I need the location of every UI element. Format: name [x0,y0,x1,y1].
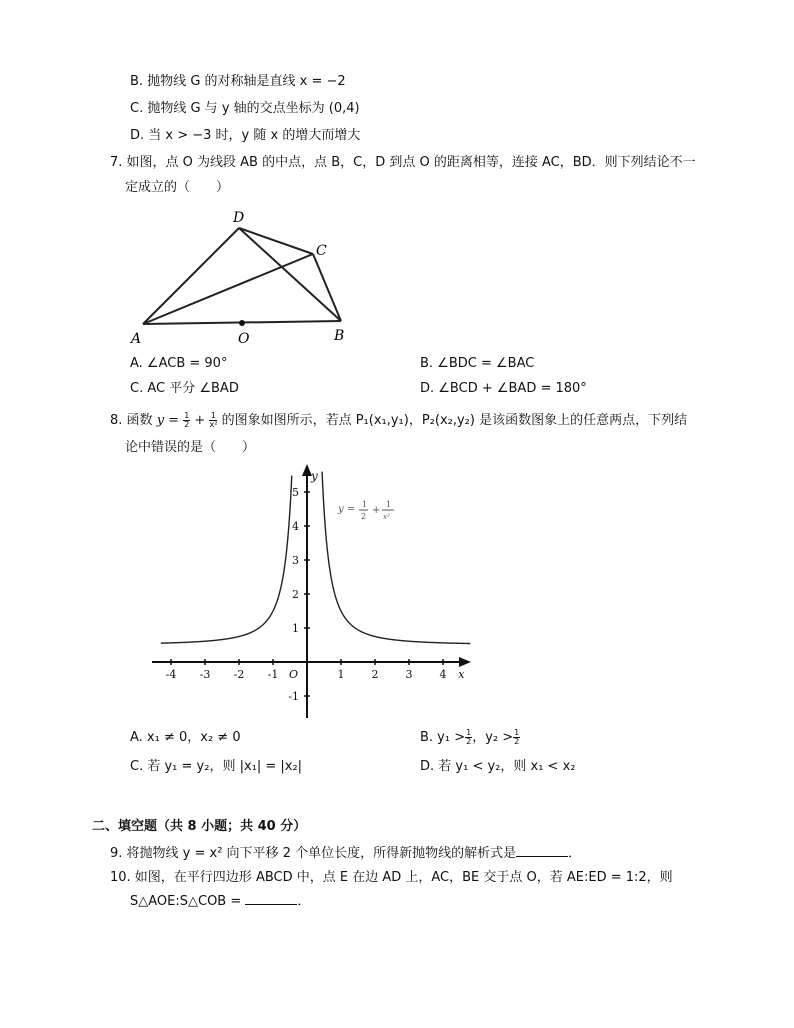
y-tick-label: -1 [288,690,299,703]
q10-answer-blank[interactable] [245,892,297,905]
q8-function-graph [148,462,473,722]
q7-stem-line1: 7. 如图，点 O 为线段 AB 的中点，点 B，C，D 到点 O 的距离相等，连接 AC，BD．则下列结论不一 [110,155,696,170]
q8-stem-line2: 论中错误的是（ ） [125,440,256,455]
q7-option-b: B. ∠BDC = ∠BAC [420,356,535,371]
segment-ad [143,228,239,324]
origin-label: O [289,668,299,681]
q7-option-c: C. AC 平分 ∠BAD [130,381,239,396]
x-tick-label: 1 [337,668,345,681]
q8-option-d: D. 若 y₁ < y₂，则 x₁ < x₂ [420,759,576,774]
segment-ac [143,254,313,324]
q9-stem: 9. 将抛物线 y = x² 向下平移 2 个单位长度，所得新抛物线的解析式是 ． [110,846,582,861]
y-tick-label: 3 [292,554,299,567]
q8-option-a: A. x₁ ≠ 0，x₂ ≠ 0 [130,730,241,745]
svg-text:x²: x² [383,513,390,521]
q7-stem-line2: 定成立的（ ） [125,180,230,195]
q10-stem-line1: 10. 如图，在平行四边形 ABCD 中，点 E 在边 AD 上，AC，BE 交于点 O，若 AE:ED = 1:2，则 [110,870,673,885]
x-tick-label: -1 [267,668,279,681]
x-axis-label: x [458,668,465,681]
q8-function-y: y = [156,413,184,428]
segment-dc [239,228,313,254]
svg-text:1: 1 [362,500,368,509]
x-tick-label: 2 [371,668,379,681]
y-tick-label: 2 [292,588,299,601]
section-2-title: 二、填空题（共 8 小题；共 40 分） [92,819,307,834]
q6-option-d: D. 当 x > −3 时，y 随 x 的增大而增大 [130,128,361,143]
q9-answer-blank[interactable] [516,844,568,857]
q7-option-d: D. ∠BCD + ∠BAD = 180° [420,381,587,396]
q8-option-b: B. y₁ > $\frac{1}{2}$ ，y₂ > $\frac{1}{2}$ [420,728,520,746]
svg-text:2: 2 [361,512,367,521]
q7-option-a: A. ∠ACB = 90° [130,356,228,371]
y-axis-label: y [311,469,318,483]
q8-stem-prefix: 8. 函数 [110,413,153,428]
q8-option-c: C. 若 y₁ = y₂，则 |x₁| = |x₂| [130,759,303,774]
x-tick-label: 4 [439,668,447,681]
y-tick-label: 1 [292,622,299,635]
curve-right-branch [322,472,470,644]
x-tick-label: 3 [405,668,413,681]
q10-stem-line2: S△AOE:S△COB = ． [130,894,311,909]
segment-cb [313,254,341,321]
curve-legend-label [337,500,394,521]
label-d: D [233,210,245,226]
svg-text:+: + [372,505,381,516]
q7-geometry-figure [125,205,365,347]
label-o: O [238,331,250,347]
q6-option-b: B. 抛物线 G 的对称轴是直线 x = −2 [130,74,346,89]
y-tick-label: 5 [292,486,299,499]
q8-stem-suffix: 的图象如图所示，若点 P₁(x₁,y₁)，P₂(x₂,y₂) 是该函数图象上的任意两点，下列结 [221,413,688,428]
x-tick-label: -3 [199,668,211,681]
x-tick-label: -4 [165,668,177,681]
q8-stem-line1: 8. 函数 y = $\frac{1}{2}$ + $\frac{1}{\text{x²}}$ 的图象如图所示，若点 P₁(x₁,y₁)，P₂(x₂,y₂) 是该函数图象上的任意两点，下列结 [110,411,688,429]
label-c: C [316,243,327,259]
q8-frac-half: $\frac{1}{2}$ [184,411,190,429]
label-a: A [131,331,142,347]
x-tick-label: -2 [233,668,245,681]
midpoint-o-dot [239,320,245,326]
q8-frac-inverse-square: $\frac{1}{\text{x²}}$ [209,411,218,429]
svg-text:y =: y = [338,504,356,515]
x-axis-arrow [459,657,471,667]
label-b: B [334,328,345,344]
svg-text:1: 1 [386,500,392,509]
q6-option-c: C. 抛物线 G 与 y 轴的交点坐标为 (0,4) [130,101,360,116]
segment-bd [239,228,341,321]
curve-left-branch [161,476,292,644]
y-tick-label: 4 [292,520,299,533]
